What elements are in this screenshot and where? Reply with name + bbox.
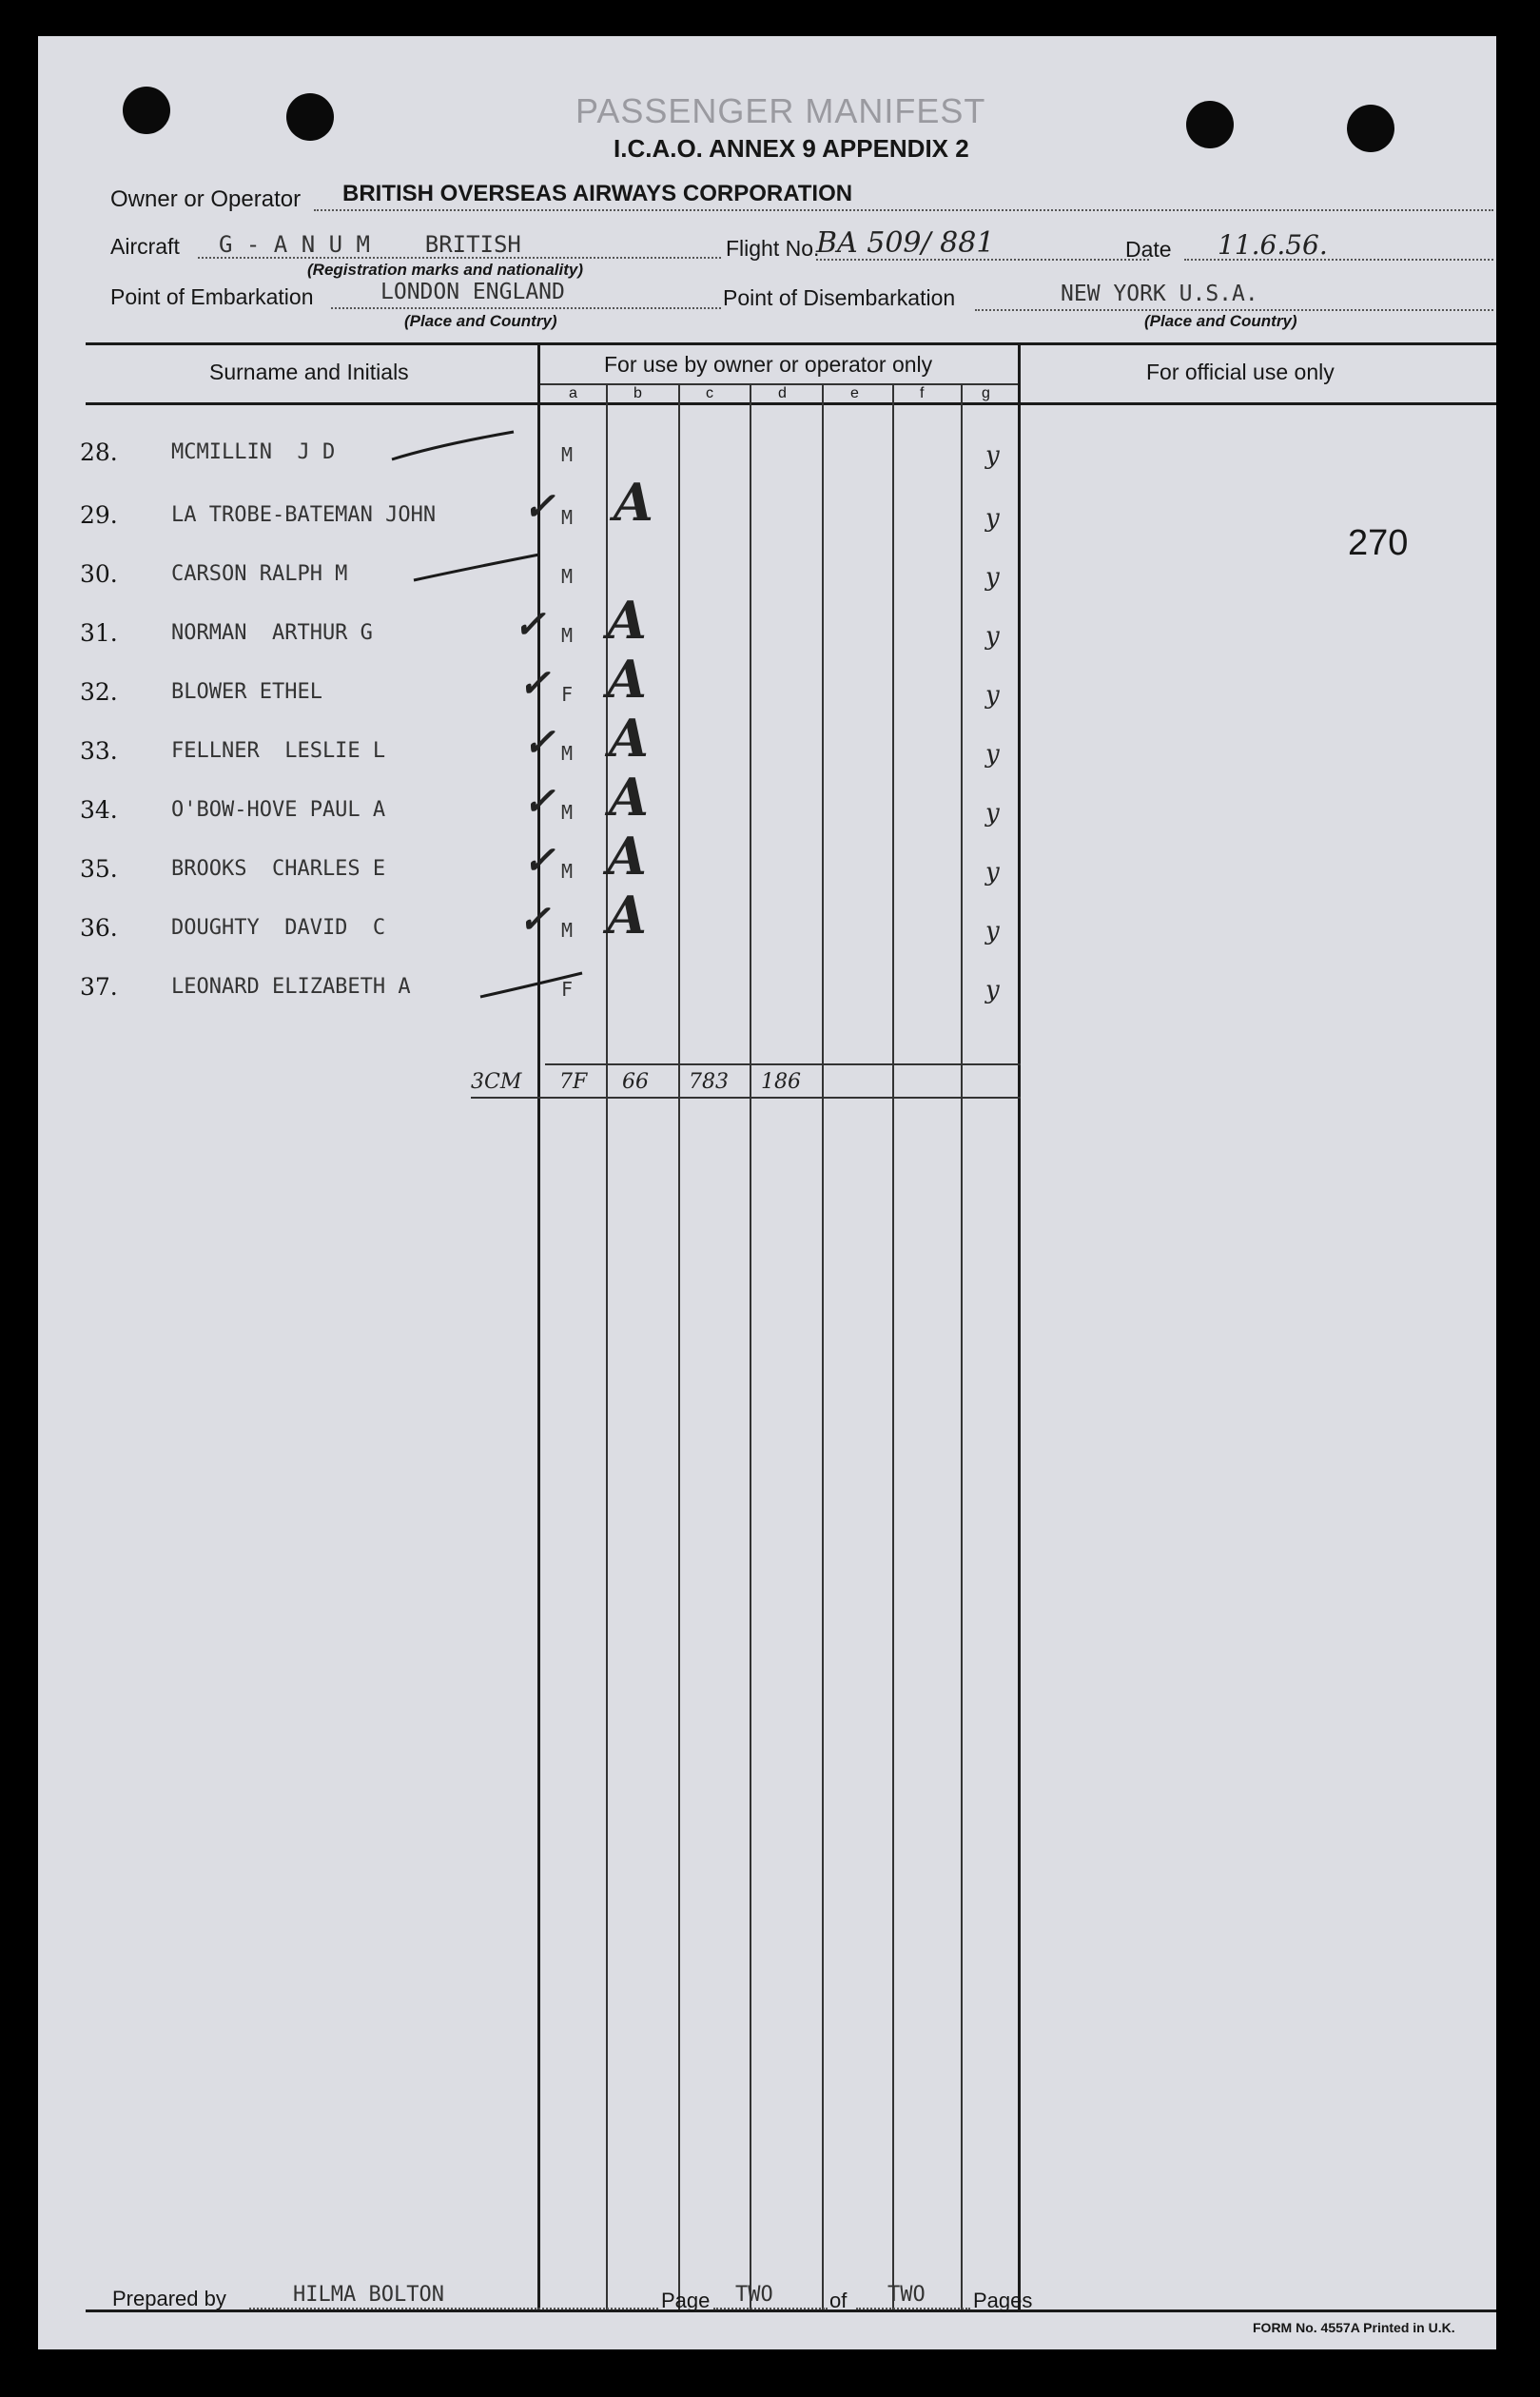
passenger-name: NORMAN ARTHUR G [171,621,373,645]
passenger-sex: F [561,978,574,1001]
totals-bottom-rule [471,1097,1021,1099]
row-number: 33. [80,737,118,765]
pen-stroke [392,432,514,459]
passenger-name: BLOWER ETHEL [171,680,322,704]
aircraft-label: Aircraft [110,234,180,259]
page-value: TWO [735,2283,773,2307]
pages-label: Pages [973,2289,1033,2312]
aircraft-line [198,257,721,259]
header-bottom-rule [86,402,1496,405]
disembark-value: NEW YORK U.S.A. [1061,282,1258,306]
check-mark: ✓ [518,661,551,706]
date-line [1184,259,1493,261]
table-top-rule [86,342,1496,345]
official-number: 270 [1348,523,1409,563]
handwritten-a: A [609,708,649,769]
col-letter-f: f [920,385,925,401]
col-g-value: y [985,858,1000,887]
col-g-value: y [985,976,1000,1004]
footer-top-rule [86,2309,1496,2312]
handwritten-a: A [607,590,647,651]
of-label: of [829,2289,848,2312]
passenger-sex: M [561,565,574,588]
flight-line [816,259,1149,261]
form-number: FORM No. 4557A Printed in U.K. [1253,2320,1455,2335]
pen-stroke [414,555,539,580]
col-official-header: For official use only [1146,360,1335,384]
row-number: 28. [80,438,118,466]
col-g-value: y [985,917,1000,945]
passenger-sex: M [561,801,574,824]
passenger-name: BROOKS CHARLES E [171,857,386,881]
col-g-value: y [985,622,1000,651]
row-number: 34. [80,796,118,824]
check-mark: ✓ [523,720,556,765]
owner-label: Owner or Operator [110,186,302,212]
row-number: 36. [80,914,118,942]
passenger-name: LA TROBE-BATEMAN JOHN [171,503,437,527]
handwritten-a: A [614,472,653,533]
col-g-value: y [985,441,1000,470]
handwritten-a: A [609,767,649,828]
handwritten-a: A [607,826,647,887]
page-line [713,2308,828,2309]
date-value: 11.6.56. [1218,229,1328,261]
disembark-label: Point of Disembarkation [723,285,956,310]
passenger-name: O'BOW-HOVE PAUL A [171,798,386,822]
check-mark: ✓ [514,602,546,647]
col-g-value: y [985,504,1000,533]
punch-hole [123,87,170,134]
check-mark: ✓ [523,484,556,529]
col-g-value: y [985,799,1000,828]
col-letter-b: b [634,385,642,401]
totals-c: 783 [689,1070,729,1094]
form-subtitle: I.C.A.O. ANNEX 9 APPENDIX 2 [614,134,969,163]
check-mark: ✓ [523,779,556,824]
of-line [856,2308,970,2309]
passenger-sex: M [561,624,574,647]
flight-value: BA 509/ 881 [816,226,995,260]
passenger-sex: M [561,506,574,529]
row-number: 35. [80,855,118,883]
date-label: Date [1125,237,1172,262]
check-mark: ✓ [523,838,556,883]
col-divider [892,383,894,2309]
col-divider [678,383,680,2309]
row-number: 37. [80,973,118,1001]
col-surname-header: Surname and Initials [209,360,409,384]
col-divider [750,383,751,2309]
col-divider [1018,342,1021,2309]
embark-note: (Place and Country) [404,312,557,330]
owner-value: BRITISH OVERSEAS AIRWAYS CORPORATION [342,181,853,206]
col-divider [822,383,824,2309]
prepared-line [249,2308,658,2309]
totals-b: 66 [622,1070,649,1094]
flight-label: Flight No. [726,236,820,261]
punch-hole [286,93,334,141]
passenger-sex: M [561,443,574,466]
col-g-value: y [985,740,1000,769]
aircraft-note: (Registration marks and nationality) [307,261,583,279]
prepared-value: HILMA BOLTON [293,2283,444,2307]
passenger-name: FELLNER LESLIE L [171,739,386,763]
of-value: TWO [887,2283,926,2307]
passenger-name: MCMILLIN J D [171,440,336,464]
passenger-name: LEONARD ELIZABETH A [171,975,411,999]
col-letter-a: a [569,385,577,401]
passenger-sex: M [561,742,574,765]
col-letter-c: c [706,385,713,401]
passenger-name: CARSON RALPH M [171,562,348,586]
prepared-label: Prepared by [112,2287,226,2310]
totals-d: 186 [761,1070,801,1094]
col-letter-d: d [778,385,787,401]
owner-line [314,209,1493,211]
manifest-sheet [38,36,1496,2349]
handwritten-a: A [607,649,647,710]
passenger-sex: M [561,860,574,883]
embark-label: Point of Embarkation [110,284,314,309]
punch-hole [1347,105,1394,152]
passenger-sex: F [561,683,574,706]
punch-hole [1186,101,1234,148]
passenger-sex: M [561,919,574,942]
col-letter-g: g [982,385,990,401]
page-label: Page [661,2289,711,2312]
row-number: 32. [80,678,118,706]
aircraft-value: G - A N U M BRITISH [219,231,521,258]
col-g-value: y [985,681,1000,710]
col-divider [961,383,963,2309]
col-letter-e: e [850,385,859,401]
disembark-note: (Place and Country) [1144,312,1297,330]
row-number: 29. [80,501,118,529]
embark-line [331,307,721,309]
col-owner-header: For use by owner or operator only [604,352,933,377]
totals-a: 7F [559,1070,588,1094]
form-title: PASSENGER MANIFEST [575,91,986,130]
col-g-value: y [985,563,1000,592]
row-number: 30. [80,560,118,588]
check-mark: ✓ [518,897,551,942]
embark-value: LONDON ENGLAND [380,280,565,304]
totals-label: 3CM [471,1070,522,1094]
handwritten-a: A [607,885,647,945]
totals-top-rule [545,1063,1021,1065]
passenger-name: DOUGHTY DAVID C [171,916,386,940]
disembark-line [975,309,1493,311]
row-number: 31. [80,619,118,647]
